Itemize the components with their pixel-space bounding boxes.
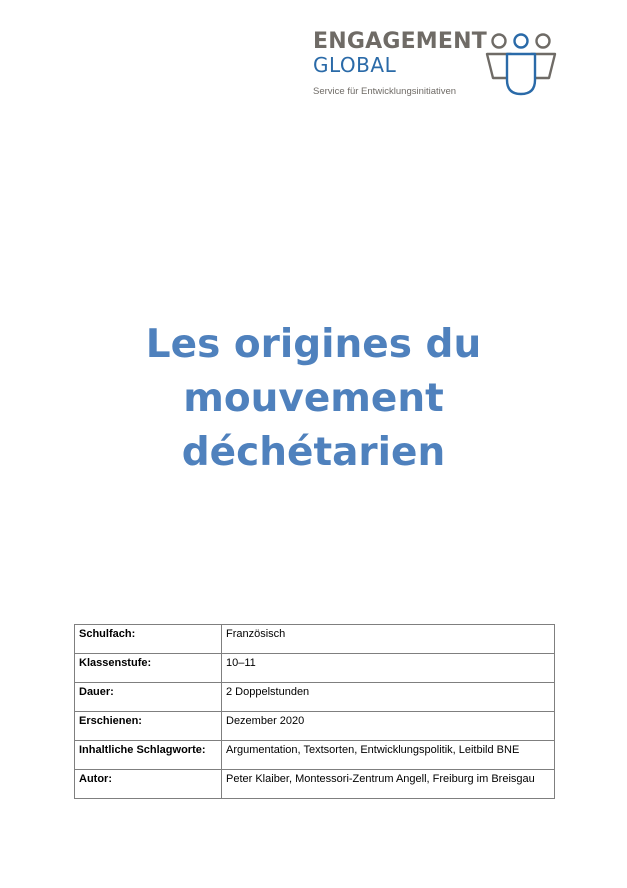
title-line: mouvement	[183, 376, 444, 421]
three-people-icon	[485, 32, 557, 98]
table-row	[75, 741, 555, 770]
row-label: Schulfach:	[75, 625, 222, 654]
document-title	[40, 318, 587, 480]
logo-line-global: GLOBAL	[313, 53, 397, 77]
table-row	[75, 770, 555, 799]
table-row	[75, 712, 555, 741]
table-row	[75, 654, 555, 683]
table-row	[75, 625, 555, 654]
row-value: 2 Doppelstunden	[222, 683, 555, 712]
logo-line-engagement: ENGAGEMENT	[313, 29, 487, 54]
row-label: Klassenstufe:	[75, 654, 222, 683]
row-value: Argumentation, Textsorten, Entwicklungspolitik, Leitbild BNE	[222, 741, 555, 770]
row-label: Inhaltliche Schlagworte:	[75, 741, 222, 770]
row-value: Dezember 2020	[222, 712, 555, 741]
title-line: Les origines du	[145, 322, 482, 367]
row-value: Französisch	[222, 625, 555, 654]
metadata-table	[74, 624, 555, 799]
logo-tagline: Service für Entwicklungsinitiativen	[313, 86, 457, 97]
row-value: 10–11	[222, 654, 555, 683]
engagement-global-logo	[313, 30, 563, 105]
table-row	[75, 683, 555, 712]
row-label: Erschienen:	[75, 712, 222, 741]
row-value: Peter Klaiber, Montessori-Zentrum Angell, Freiburg im Breisgau	[222, 770, 555, 799]
title-line: déchétarien	[181, 430, 446, 475]
logo-wordmark	[313, 30, 487, 97]
row-label: Dauer:	[75, 683, 222, 712]
row-label: Autor:	[75, 770, 222, 799]
